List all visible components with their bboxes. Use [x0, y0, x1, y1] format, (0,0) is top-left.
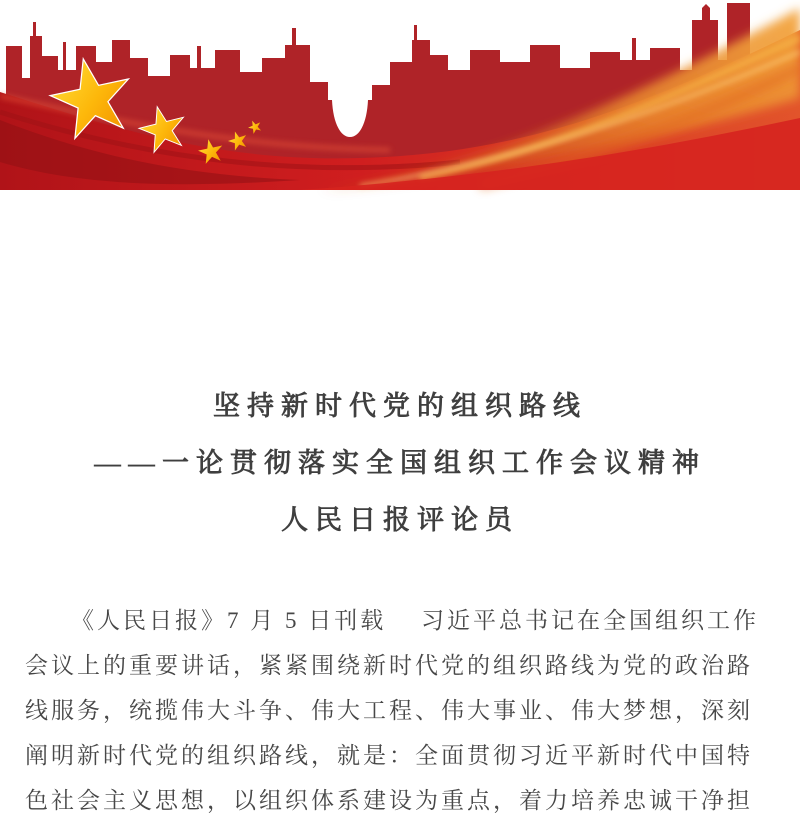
title-line-main: 坚持新时代党的组织路线	[213, 391, 587, 421]
article-body	[25, 598, 775, 823]
body-line: 阐明新时代党的组织路线，就是：全面贯彻习近平新时代中国特	[25, 743, 753, 768]
patriotic-banner	[0, 0, 800, 190]
body-line-clipped: 色社会主义思想，以组织体系建设为重点，着力培养忠诚干净担	[25, 788, 753, 813]
article-title	[0, 378, 800, 549]
title-line-byline: 人民日报评论员	[281, 505, 519, 535]
body-line: 线服务，统揽伟大斗争、伟大工程、伟大事业、伟大梦想，深刻	[25, 698, 753, 723]
body-line: 会议上的重要讲话，紧紧围绕新时代党的组织路线为党的政治路	[25, 653, 753, 678]
body-line: 《人民日报》7 月 5 日刊载 习近平总书记在全国组织工作	[71, 608, 759, 633]
banner-graphic	[0, 0, 800, 190]
title-line-subtitle: ——一论贯彻落实全国组织工作会议精神	[94, 448, 706, 478]
